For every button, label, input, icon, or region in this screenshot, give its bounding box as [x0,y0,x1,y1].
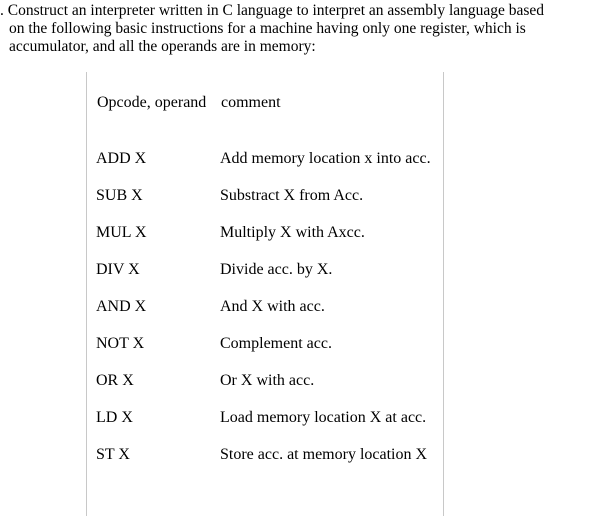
table-row [96,446,441,483]
question-line: on the following basic instructions for a machine having only one register, which is [9,20,526,37]
table-row [96,335,441,372]
opcode-cell: DIV X [96,261,140,278]
comment-cell: Add memory location x into acc. [220,150,431,167]
table-header [97,94,281,112]
table-right-border [443,72,444,516]
comment-cell: Load memory location X at acc. [220,409,427,426]
opcode-cell: ST X [96,446,130,463]
table-row [96,409,441,446]
table-left-border [86,72,87,516]
table-row [96,298,441,335]
comment-cell: Complement acc. [220,335,332,352]
comment-cell: Multiply X with Axcc. [220,224,365,241]
table-row [96,261,441,298]
question-line: accumulator, and all the operands are in memory: [9,38,316,55]
table-row [96,224,441,261]
table-row [96,150,441,187]
comment-cell: And X with acc. [220,298,325,315]
table-row [96,187,441,224]
comment-cell: Or X with acc. [220,372,315,389]
opcode-cell: AND X [96,298,147,315]
opcode-cell: LD X [96,409,133,426]
opcode-cell: MUL X [96,224,147,241]
opcode-cell: ADD X [96,150,147,167]
question-text [0,2,596,56]
comment-cell: Substract X from Acc. [220,187,364,204]
question-line: . Construct an interpreter written in C language to interpret an assembly language based [0,2,545,19]
opcode-cell: NOT X [96,335,145,352]
comment-column-header: comment [221,94,281,111]
comment-cell: Store acc. at memory location X [220,446,428,463]
comment-cell: Divide acc. by X. [220,261,333,278]
opcode-cell: OR X [96,372,134,389]
opcode-cell: SUB X [96,187,143,204]
table-row [96,372,441,409]
instruction-table [96,150,441,483]
opcode-column-header: Opcode, operand [97,94,207,111]
